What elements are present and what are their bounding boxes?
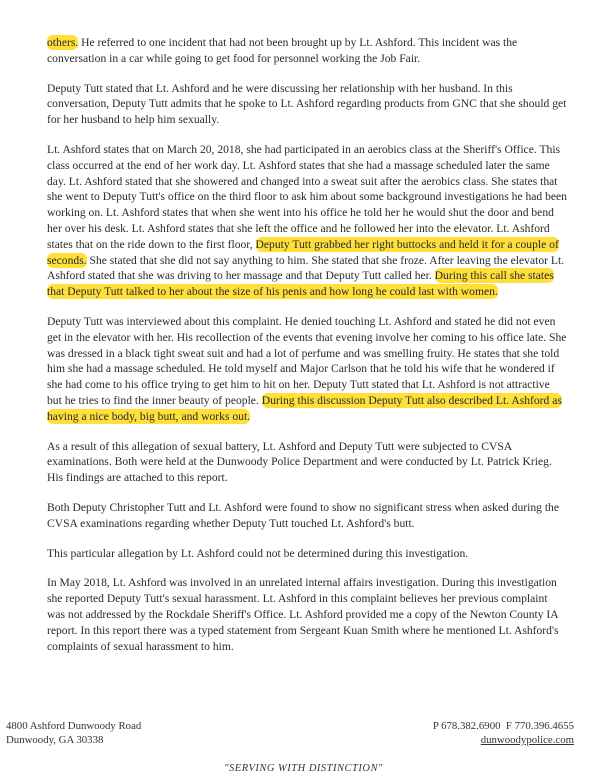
paragraph-p4 xyxy=(47,314,567,425)
address-line-1: 4800 Ashford Dunwoody Road xyxy=(6,720,142,732)
body-text-span: In May 2018, Lt. Ashford was involved in an unrelated internal affairs investigation. During this investigation she reported Deputy Tutt's sexual harassment. Lt. Ashford in this complaint believes her previous complaint was not addressed by the Rockdale Sheriff's Office. Lt. Ashford provided me a copy of the Newton County IA report. In this report there was a typed statement from Sergeant Kuan Smith where he mentioned Lt. Ashford's complaints of sexual harassment to him. xyxy=(47,576,559,653)
fax-number: F 770.396.4655 xyxy=(505,720,574,732)
body-text-span: As a result of this allegation of sexual battery, Lt. Ashford and Deputy Tutt were subjected to CVSA examinations. Both were held at the Dunwoody Police Department and were conducted by Lt. Patrick Krieg. His findings are attached to this report. xyxy=(47,439,552,485)
paragraph-p1 xyxy=(47,35,567,67)
phone-fax-line xyxy=(433,719,574,733)
body-text-span: This particular allegation by Lt. Ashford could not be determined during this investigation. xyxy=(47,546,469,560)
paragraph-p8 xyxy=(47,575,567,654)
paragraph-p7 xyxy=(47,546,567,562)
phone-number: P 678.382.6900 xyxy=(432,720,501,732)
body-text-span: Lt. Ashford states that on March 20, 2018, she had participated in an aerobics class at the Sheriff's Office. This class occurred at the end of her work day. Lt. Ashford states that she had a massage scheduled later the same day. Lt. Ashford stated that she showered and changed into a sweat suit after the aerobics class. She states that she went to Deputy Tutt's office on the third floor to ask him about some background investigations he had been working on. Lt. Ashford states that when she went into his office he told her he would shut the door and bend her over his desk. Lt. Ashford states that she left the office and he followed her into the elevator. Lt. Ashford states that on the ride down to the first floor, xyxy=(47,142,567,251)
highlighted-text: During this discussion Deputy Tutt also described Lt. Ashford as having a nice body, big butt, and works out. xyxy=(47,393,562,423)
footer-address xyxy=(6,719,141,747)
body-text-span: Both Deputy Christopher Tutt and Lt. Ashford were found to show no significant stress when asked during the CVSA examinations regarding whether Deputy Tutt touched Lt. Ashford's butt. xyxy=(47,500,560,530)
highlighted-text: others. xyxy=(47,36,79,49)
footer-contact xyxy=(433,719,574,747)
footer-tagline: "SERVING WITH DISTINCTION" xyxy=(224,763,383,774)
body-text-span: Deputy Tutt stated that Lt. Ashford and he were discussing her relationship with her husband. In this conversation, Deputy Tutt admits that he spoke to Lt. Ashford regarding products from GNC that she should get for her husband to help him sexually. xyxy=(47,81,567,127)
body-text-span: She stated that she did not say anything to him. She stated that she froze. After leaving the elevator Lt. Ashford stated that she was driving to her massage and that Deputy Tutt called her. xyxy=(47,253,565,283)
website-link[interactable]: dunwoodypolice.com xyxy=(480,734,574,746)
paragraph-p2 xyxy=(47,81,567,128)
paragraph-p6 xyxy=(47,500,567,532)
paragraph-p3 xyxy=(47,142,567,300)
address-line-2: Dunwoody, GA 30338 xyxy=(6,734,104,746)
paragraph-p5 xyxy=(47,439,567,486)
document-body xyxy=(47,35,567,668)
body-text-span: He referred to one incident that had not been brought up by Lt. Ashford. This incident was the conversation in a car while going to get food for personnel working the Job Fair. xyxy=(47,36,518,65)
letterhead-footer xyxy=(0,719,607,783)
body-text-span: Deputy Tutt was interviewed about this complaint. He denied touching Lt. Ashford and stated he did not even get in the elevator with her. His recollection of the events that evening involve her coming to his office late. She was dressed in a black tight sweat suit and had a lot of perfume and was smelling fruity. He states that she told him she had a massage scheduled. He told myself and Major Carlson that he told his wife that he wondered if she had come to his office trying to get him to hit on her. Deputy Tutt stated that Lt. Ashford is not attractive but he tries to find the inner beauty of people. xyxy=(47,314,567,407)
highlighted-text: During this call she states that Deputy Tutt talked to her about the size of his penis and how long he could last with women. xyxy=(47,269,554,299)
highlighted-text: Deputy Tutt grabbed her right buttocks and held it for a couple of seconds. xyxy=(47,237,559,267)
